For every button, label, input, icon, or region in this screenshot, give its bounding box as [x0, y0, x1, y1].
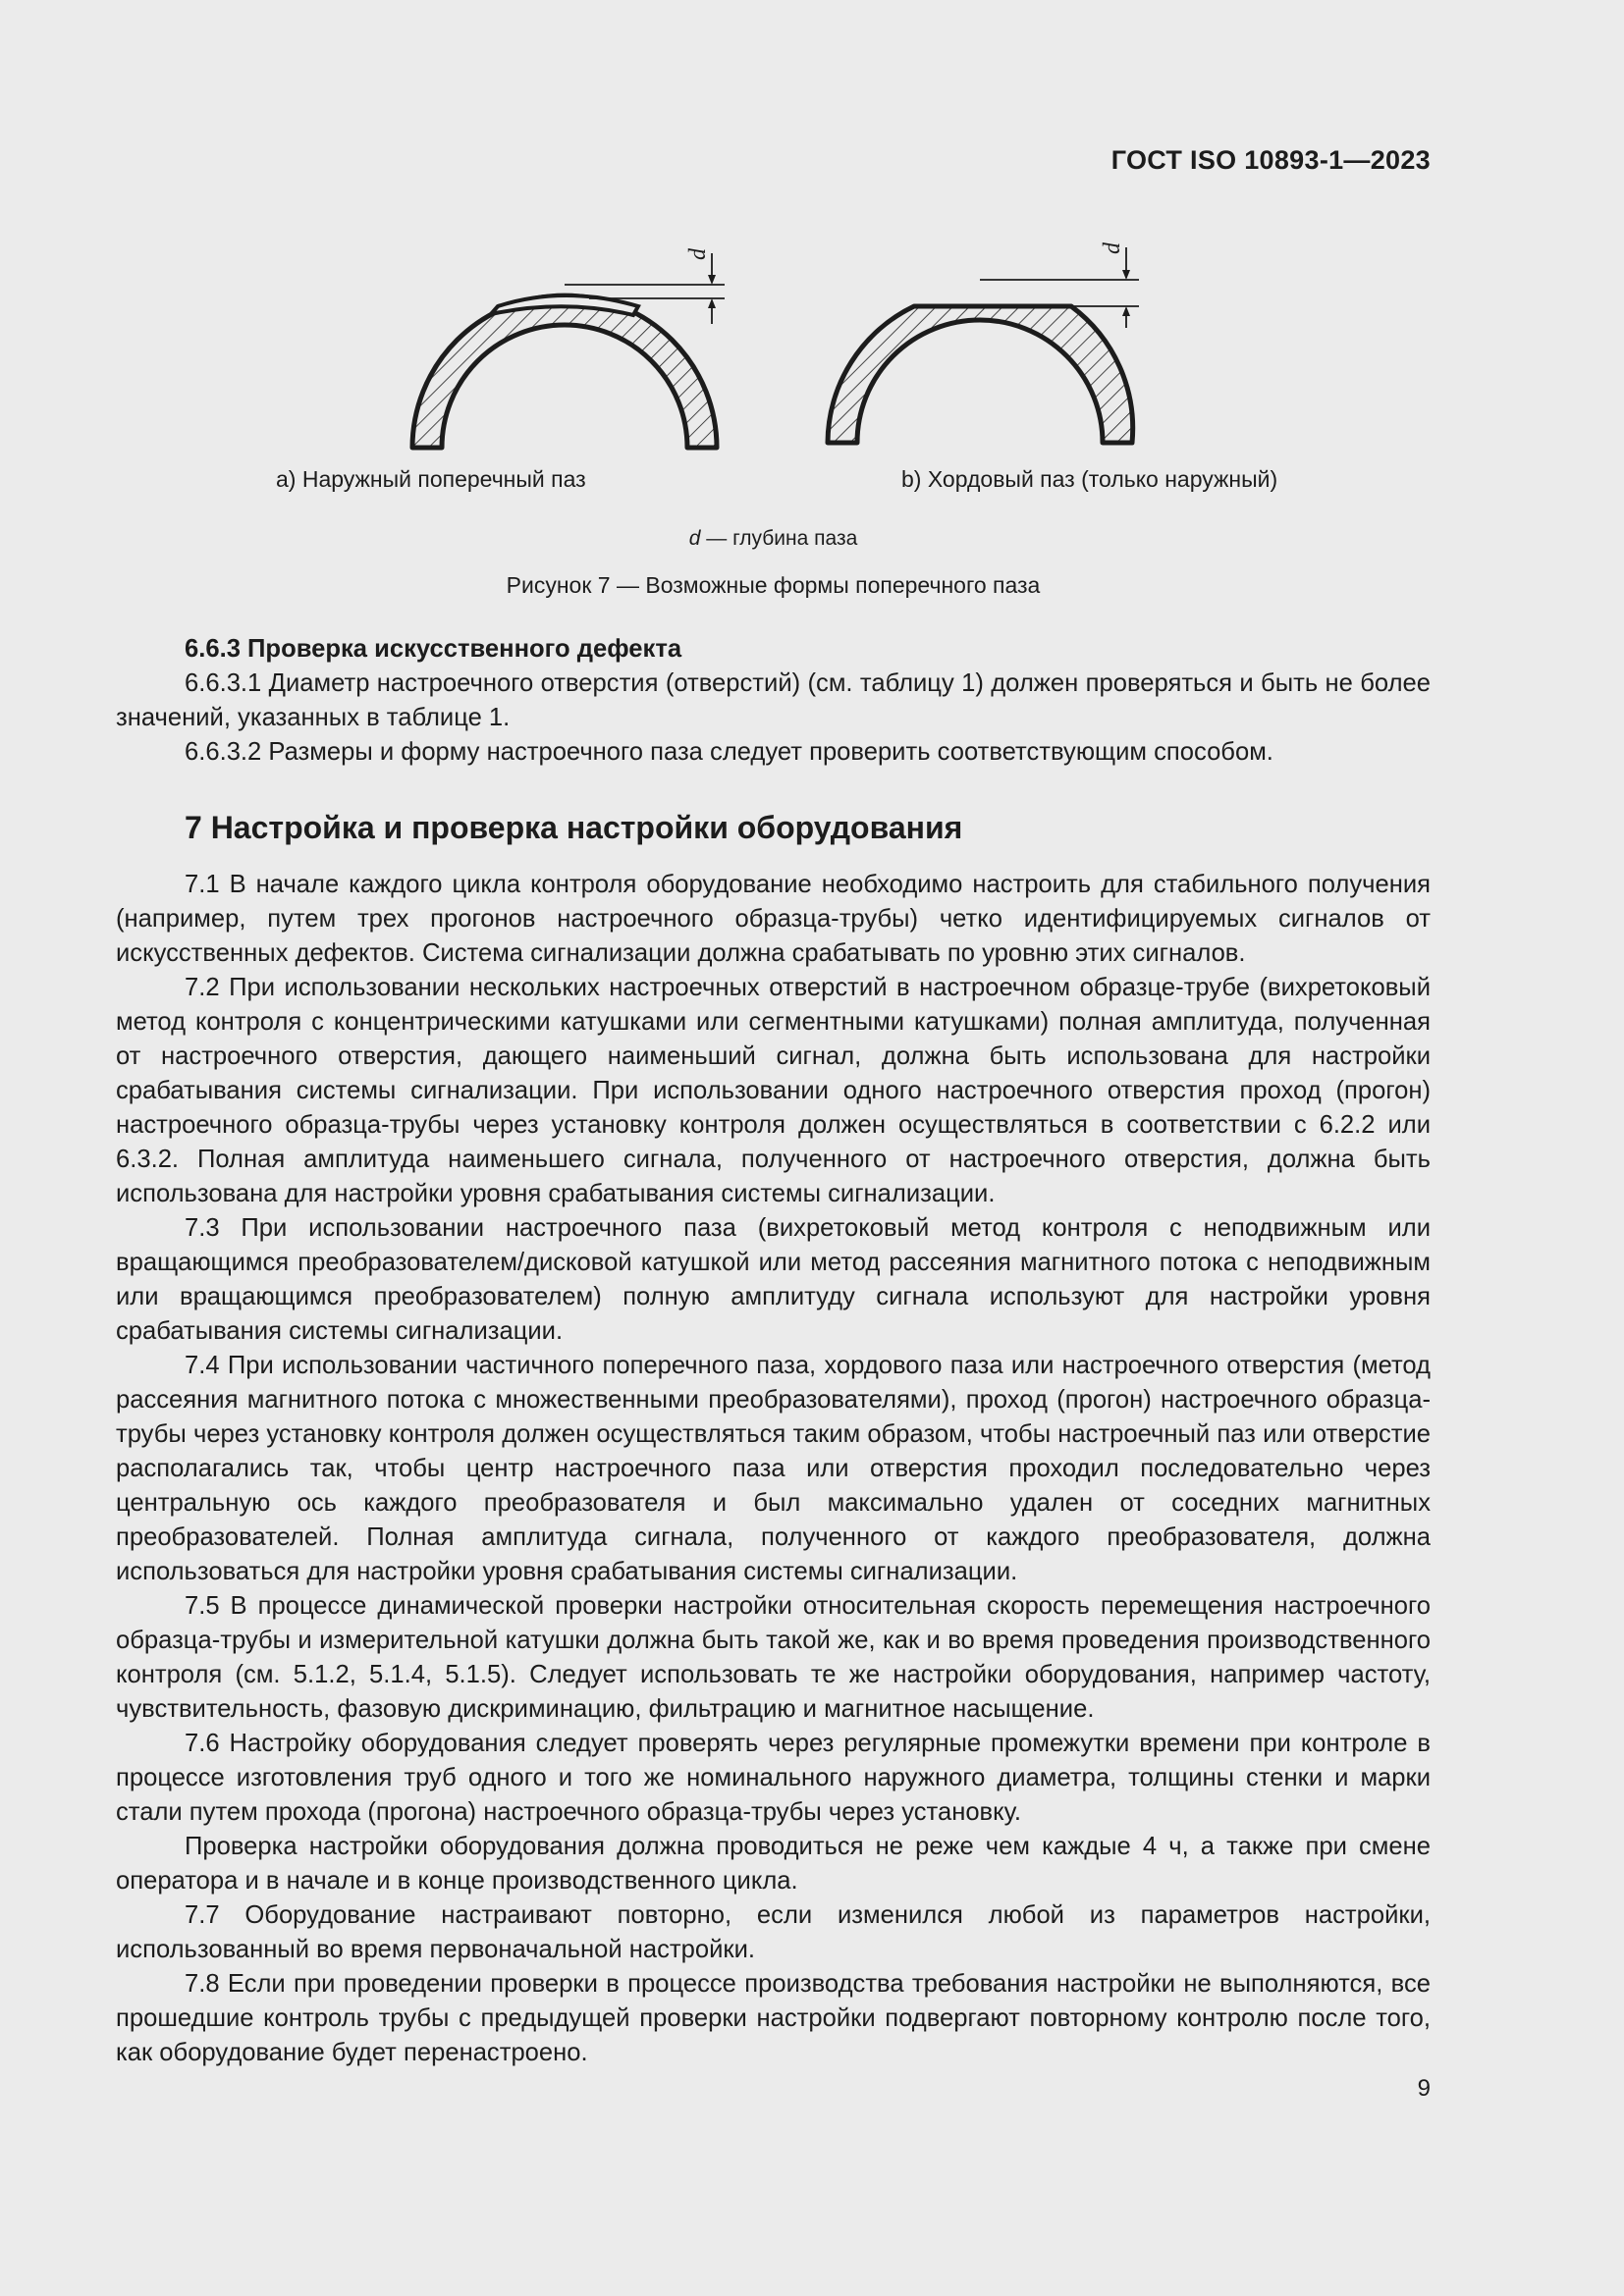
- standard-header: ГОСТ ISO 10893-1—2023: [1110, 145, 1431, 175]
- dim-label-d-a: d: [685, 248, 711, 260]
- legend-symbol: d: [688, 527, 701, 550]
- dim-label-d-b: d: [1100, 242, 1125, 254]
- pipe-section-transverse-notch: [412, 253, 725, 448]
- figure-caption-b: b) Хордовый паз (только наружный): [901, 466, 1278, 492]
- paragraph-7-7: 7.7 Оборудование настраивают повторно, если изменился любой из параметров настройки, использованный во время первоначальной настройки.: [116, 1901, 1431, 1963]
- figure-7-groove-shapes: [0, 226, 1624, 481]
- paragraph-7-4: 7.4 При использовании частичного поперечного паза, хордового паза или настроечного отверстия (метод рассеяния магнитного потока с множественными преобразователями), проход (прогон) настроечного образца-трубы через установку контроля должен осуществляться таким образом, чтобы настроечный паз или отверстие располагались так, чтобы центр настроечного паза или отверстия проходил последовательно через центральную ось каждого преобразователя и был максимально удален от соседних магнитных преобразователей. Полная амплитуда сигнала, полученного от каждого преобразователя, должна использоваться для настройки уровня срабатывания системы сигнализации.: [116, 1352, 1431, 1585]
- figure-title: Рисунок 7 — Возможные формы поперечного паза: [506, 572, 1041, 598]
- subsection-heading-6-6-3: 6.6.3 Проверка искусственного дефекта: [185, 635, 682, 663]
- pipe-section-chord-notch: [828, 247, 1139, 443]
- figure-caption-a: а) Наружный поперечный паз: [276, 466, 586, 492]
- paragraph-7-5: 7.5 В процессе динамической проверки настройки относительная скорость перемещения настроечного образца-трубы и измерительной катушки должна быть такой же, как и во время проведения производственного контроля (см. 5.1.2, 5.1.4, 5.1.5). Следует использовать те же настройки оборудования, например частоту, чувствительность, фазовую дискриминацию, фильтрацию и магнитное насыщение.: [116, 1592, 1431, 1723]
- paragraph-6-6-3-1: 6.6.3.1 Диаметр настроечного отверстия (отверстий) (см. таблицу 1) должен проверяться и быть не более значений, указанных в таблице 1.: [116, 669, 1431, 731]
- page-number: 9: [1417, 2075, 1431, 2102]
- document-body: [116, 632, 1431, 2070]
- paragraph-7-3: 7.3 При использовании настроечного паза (вихретоковый метод контроля с неподвижным или вращающимся преобразователем/дисковой катушкой или метод рассеяния магнитного потока с неподвижным или вращающимся преобразователем) полную амплитуду сигнала используют для настройки уровня срабатывания системы сигнализации.: [116, 1214, 1431, 1345]
- section-heading-7: 7 Настройка и проверка настройки оборудования: [185, 810, 963, 845]
- paragraph-7-1: 7.1 В начале каждого цикла контроля оборудование необходимо настроить для стабильного получения (например, путем трех прогонов настроечного образца-трубы) четко идентифицируемых сигналов от искусственных дефектов. Система сигнализации должна срабатывать по уровню этих сигналов.: [116, 871, 1431, 967]
- figure-legend: [0, 527, 1546, 551]
- legend-text: — глубина паза: [700, 527, 858, 550]
- paragraph-7-6-continued: Проверка настройки оборудования должна проводиться не реже чем каждые 4 ч, а также при смене оператора и в начале и в конце производственного цикла.: [116, 1833, 1431, 1895]
- paragraph-7-8: 7.8 Если при проведении проверки в процессе производства требования настройки не выполняются, все прошедшие контроль трубы с предыдущей проверки настройки подвергают повторному контролю после того, как оборудование будет перенастроено.: [116, 1970, 1431, 2066]
- paragraph-7-6: 7.6 Настройку оборудования следует проверять через регулярные промежутки времени при контроле в процессе изготовления труб одного и того же номинального наружного диаметра, толщины стенки и марки стали путем прохода (прогона) настроечного образца-трубы через установку.: [116, 1730, 1431, 1826]
- paragraph-6-6-3-2: 6.6.3.2 Размеры и форму настроечного паза следует проверить соответствующим способом.: [185, 738, 1273, 766]
- paragraph-7-2: 7.2 При использовании нескольких настроечных отверстий в настроечном образце-трубе (вихретоковый метод контроля с концентрическими катушками или сегментными катушками) полная амплитуда, полученная от настроечного отверстия, дающего наименьший сигнал, должна быть использована для настройки срабатывания системы сигнализации. При использовании одного настроечного отверстия проход (прогон) настроечного образца-трубы через установку контроля должен осуществляться в соответствии с 6.2.2 или 6.3.2. Полная амплитуда наименьшего сигнала, полученного от настроечного отверстия, должна быть использована для настройки уровня срабатывания системы сигнализации.: [116, 974, 1431, 1207]
